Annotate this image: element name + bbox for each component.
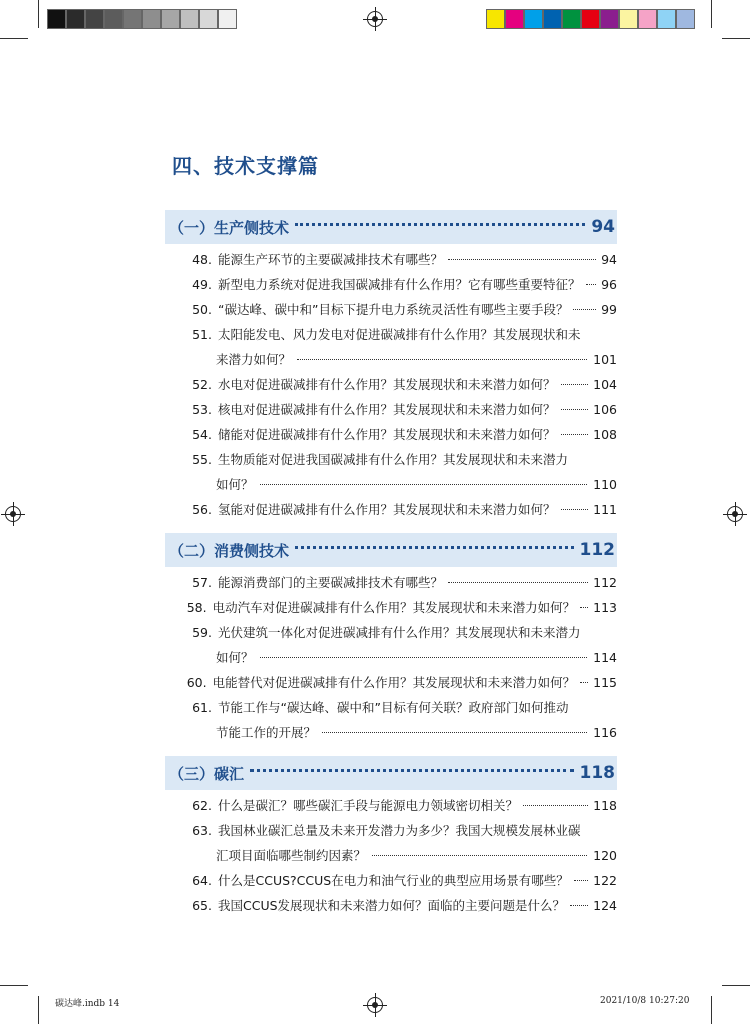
- crop-mark: [722, 38, 750, 39]
- entry-page: 108: [593, 427, 617, 442]
- section-header[interactable]: [165, 533, 617, 567]
- section-page: 118: [579, 763, 615, 783]
- entry-page: 114: [593, 650, 617, 665]
- toc-entry[interactable]: [180, 673, 617, 693]
- section-name: （一）生产侧技术: [169, 218, 290, 237]
- toc-entry[interactable]: [180, 325, 617, 345]
- entry-number: 63.: [192, 823, 212, 838]
- entry-title: 电能替代对促进碳减排有什么作用？其发展现状和未来潜力如何？: [212, 675, 576, 690]
- dot-leader: [573, 309, 596, 310]
- section-name: （二）消费侧技术: [169, 541, 290, 560]
- color-swatch: [524, 9, 543, 29]
- entry-page: 104: [593, 377, 617, 392]
- entry-title: 光伏建筑一体化对促进碳减排有什么作用？其发展现状和未来潜力: [218, 625, 581, 640]
- dot-leader: [448, 259, 596, 260]
- section-header[interactable]: [165, 210, 617, 244]
- gray-swatch: [180, 9, 199, 29]
- color-swatch: [676, 9, 695, 29]
- dot-leader: [322, 732, 587, 733]
- section-header[interactable]: [165, 756, 617, 790]
- dot-leader: [260, 657, 588, 658]
- entry-number: 48.: [192, 252, 212, 267]
- crop-mark: [0, 985, 28, 986]
- chapter-title: 四、技术支撑篇: [172, 154, 319, 178]
- entry-page: 116: [593, 725, 617, 740]
- toc-entry[interactable]: [180, 796, 617, 816]
- entry-number: 53.: [192, 402, 212, 417]
- entry-title-continued: 来潜力如何？: [216, 352, 292, 367]
- entry-title: 什么是CCUS?CCUS在电力和油气行业的典型应用场景有哪些？: [218, 873, 569, 888]
- grayscale-bar: [47, 9, 237, 29]
- toc-entry-continuation[interactable]: [216, 475, 617, 495]
- color-swatch: [486, 9, 505, 29]
- dot-leader: [580, 682, 588, 683]
- entry-title: 电动汽车对促进碳减排有什么作用？其发展现状和未来潜力如何？: [212, 600, 576, 615]
- dot-leader: [260, 484, 588, 485]
- entry-title: 储能对促进碳减排有什么作用？其发展现状和未来潜力如何？: [218, 427, 556, 442]
- toc-entry-continuation[interactable]: [216, 846, 617, 866]
- gray-swatch: [104, 9, 123, 29]
- dot-leader: [295, 546, 573, 549]
- entry-number: 49.: [192, 277, 212, 292]
- entry-title: 节能工作与“碳达峰、碳中和”目标有何关联？政府部门如何推动: [218, 700, 569, 715]
- entry-number: 59.: [192, 625, 212, 640]
- entry-title-continued: 节能工作的开展？: [216, 725, 317, 740]
- entry-title: 我国CCUS发展现状和未来潜力如何？面临的主要问题是什么？: [218, 898, 566, 913]
- entry-number: 50.: [192, 302, 212, 317]
- color-swatch: [505, 9, 524, 29]
- toc-entry[interactable]: [180, 450, 617, 470]
- section-page: 94: [591, 217, 615, 237]
- dot-leader: [570, 905, 588, 906]
- gray-swatch: [66, 9, 85, 29]
- entry-page: 106: [593, 402, 617, 417]
- entry-page: 120: [593, 848, 617, 863]
- entry-title: 水电对促进碳减排有什么作用？其发展现状和未来潜力如何？: [218, 377, 556, 392]
- toc-entry[interactable]: [180, 275, 617, 295]
- toc-entry-continuation[interactable]: [216, 723, 617, 743]
- toc-entry[interactable]: [180, 500, 617, 520]
- entry-page: 111: [593, 502, 617, 517]
- toc-entry[interactable]: [180, 871, 617, 891]
- crop-mark: [711, 996, 712, 1024]
- dot-leader: [561, 409, 589, 410]
- color-swatch: [638, 9, 657, 29]
- color-swatch: [543, 9, 562, 29]
- crop-mark: [722, 985, 750, 986]
- registration-mark-bottom: [367, 997, 383, 1013]
- entry-title-continued: 汇项目面临哪些制约因素？: [216, 848, 367, 863]
- toc-entry[interactable]: [180, 425, 617, 445]
- entry-title: 氢能对促进碳减排有什么作用？其发展现状和未来潜力如何？: [218, 502, 556, 517]
- dot-leader: [297, 359, 587, 360]
- toc-entry[interactable]: [180, 896, 617, 916]
- dot-leader: [250, 769, 573, 772]
- gray-swatch: [85, 9, 104, 29]
- entry-number: 56.: [192, 502, 212, 517]
- entry-number: 57.: [192, 575, 212, 590]
- entry-title: 什么是碳汇？哪些碳汇手段与能源电力领域密切相关？: [218, 798, 519, 813]
- gray-swatch: [47, 9, 66, 29]
- toc-entry[interactable]: [180, 300, 617, 320]
- footer-file: 碳达峰.indb 14: [55, 999, 120, 1009]
- entry-number: 60.: [186, 675, 207, 690]
- entry-title: 新型电力系统对促进我国碳减排有什么作用？它有哪些重要特征？: [218, 277, 581, 292]
- entry-page: 101: [593, 352, 617, 367]
- entry-title: 核电对促进碳减排有什么作用？其发展现状和未来潜力如何？: [218, 402, 556, 417]
- crop-mark: [0, 38, 28, 39]
- color-swatch: [581, 9, 600, 29]
- entry-page: 94: [601, 252, 617, 267]
- entry-number: 55.: [192, 452, 212, 467]
- registration-mark-top: [367, 11, 383, 27]
- color-swatch: [562, 9, 581, 29]
- entry-page: 115: [593, 675, 617, 690]
- entry-page: 122: [593, 873, 617, 888]
- registration-mark-left: [5, 506, 21, 522]
- entry-page: 96: [601, 277, 617, 292]
- toc-entry[interactable]: [180, 573, 617, 593]
- entry-number: 65.: [192, 898, 212, 913]
- toc-entry[interactable]: [180, 623, 617, 643]
- toc-entry[interactable]: [180, 698, 617, 718]
- dot-leader: [574, 880, 588, 881]
- entry-title-continued: 如何？: [216, 650, 254, 665]
- entry-title-continued: 如何？: [216, 477, 254, 492]
- entry-page: 99: [601, 302, 617, 317]
- gray-swatch: [218, 9, 237, 29]
- entry-title: 太阳能发电、风力发电对促进碳减排有什么作用？其发展现状和未: [218, 327, 581, 342]
- gray-swatch: [199, 9, 218, 29]
- dot-leader: [580, 607, 588, 608]
- entry-number: 62.: [192, 798, 212, 813]
- entry-number: 64.: [192, 873, 212, 888]
- entry-title: 我国林业碳汇总量及未来开发潜力为多少？我国大规模发展林业碳: [218, 823, 581, 838]
- entry-page: 110: [593, 477, 617, 492]
- toc-entry[interactable]: [180, 375, 617, 395]
- dot-leader: [586, 284, 597, 285]
- dot-leader: [561, 434, 589, 435]
- entry-title: 能源生产环节的主要碳减排技术有哪些？: [218, 252, 444, 267]
- crop-mark: [38, 0, 39, 28]
- entry-page: 112: [593, 575, 617, 590]
- entry-number: 61.: [192, 700, 212, 715]
- entry-number: 58.: [186, 600, 207, 615]
- section-page: 112: [579, 540, 615, 560]
- dot-leader: [448, 582, 588, 583]
- entry-title: 能源消费部门的主要碳减排技术有哪些？: [218, 575, 444, 590]
- gray-swatch: [161, 9, 180, 29]
- dot-leader: [295, 223, 585, 226]
- entry-number: 54.: [192, 427, 212, 442]
- registration-mark-right: [727, 506, 743, 522]
- toc-entry-continuation[interactable]: [216, 648, 617, 668]
- toc-entry[interactable]: [180, 821, 617, 841]
- entry-page: 124: [593, 898, 617, 913]
- gray-swatch: [142, 9, 161, 29]
- color-swatch: [619, 9, 638, 29]
- dot-leader: [561, 384, 589, 385]
- entry-title: “碳达峰、碳中和”目标下提升电力系统灵活性有哪些主要手段？: [218, 302, 569, 317]
- crop-mark: [38, 996, 39, 1024]
- toc-entry[interactable]: [180, 250, 617, 270]
- toc-entry-continuation[interactable]: [216, 350, 617, 370]
- section-name: （三）碳汇: [169, 764, 245, 783]
- dot-leader: [372, 855, 587, 856]
- entry-number: 52.: [192, 377, 212, 392]
- crop-mark: [711, 0, 712, 28]
- entry-number: 51.: [192, 327, 212, 342]
- entry-page: 118: [593, 798, 617, 813]
- color-swatch: [657, 9, 676, 29]
- entry-title: 生物质能对促进我国碳减排有什么作用？其发展现状和未来潜力: [218, 452, 569, 467]
- color-bar: [486, 9, 695, 29]
- color-swatch: [600, 9, 619, 29]
- footer-timestamp: 2021/10/8 10:27:20: [600, 996, 690, 1006]
- dot-leader: [523, 805, 588, 806]
- toc-entry[interactable]: [180, 598, 617, 618]
- entry-page: 113: [593, 600, 617, 615]
- dot-leader: [561, 509, 589, 510]
- gray-swatch: [123, 9, 142, 29]
- toc-entry[interactable]: [180, 400, 617, 420]
